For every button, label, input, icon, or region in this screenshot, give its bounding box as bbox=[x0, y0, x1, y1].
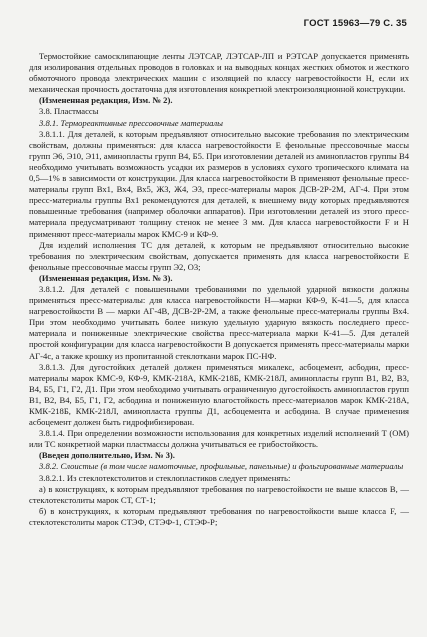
paragraph: (Измененная редакция, Изм. № 2). bbox=[39, 95, 173, 106]
paragraph: Термостойкие самосклипающие ленты ЛЭТСАР, ЛЭТСАР-ЛП и РЭТСАР допускается применять для изолирования отдельных проводов в головках и на выводных концах жестких обмоток и жесткого обмоточного провода электрических машин с изоляцией по классу нагревостойкости Н, если их механическая прочность достаточна для изготовления конкретной электроизоляционной конструкции. bbox=[29, 51, 409, 95]
document-body bbox=[29, 51, 409, 528]
page-header: ГОСТ 15963—79 С. 35 bbox=[303, 18, 407, 29]
paragraph: (Введен дополнительно, Изм. № 3). bbox=[39, 450, 175, 461]
paragraph: 3.8.1.2. Для деталей с повышенными требованиями по удельной ударной вязкости должны применяться пресс-материалы: для класса нагревостойкости Н—марки КФ-9, К-41—5, для класса нагревостойкости В — марки АГ-4В, ДСВ-2Р-2М, а также фенольные пресс-материалы группы Вх4. При этом необходимо учитывать более низкую удельную ударную вязкость последнего пресс-материала и пониженные электрические свойства пресс-материала марки К-41—5. Для деталей простой конфигурации для класса нагревостойкости В допускается применять пресс-материалы марки АГ-4с, а также крошку из пропитанной стеклоткани марок ПС-НФ. bbox=[29, 283, 409, 361]
paragraph: 3.8.1.4. При определении возможности использования для конкретных изделий исполнений Т (ОМ) или ТС конкретной марки пластмассы должна учитываться ее грибостойкость. bbox=[29, 428, 409, 450]
paragraph: 3.8.1. Термореактивные прессовочные материалы bbox=[39, 117, 224, 128]
paragraph: 3.8.2.1. Из стеклотекстолитов и стеклопластиков следует применять: bbox=[39, 472, 291, 483]
paragraph: Для изделий исполнения ТС для деталей, к которым не предъявляют относительно высокие требования по электрическим свойствам, допускается применять для класса нагревостойкости Е фенольные прессовочные массы групп Э2, О3; bbox=[29, 239, 409, 272]
paragraph: б) в конструкциях, к которым предъявляют требования по нагревостойкости выше класса F, — стеклотекстолиты марок СТЭФ, СТЭФ-1, СТЭФ-Р; bbox=[29, 505, 409, 527]
paragraph: 3.8.1.1. Для деталей, к которым предъявляют относительно высокие требования по электрическим свойствам, должны применяться: для класса нагревостойкости Е фенольные прессовочные массы групп Э6, Э10, Э11, аминопласты групп В4, Б5. При изготовлении деталей из аминопластов группы В4 необходимо учитывать возможность усадки их размеров в условиях сухого тропического климата на 0,5—1% в зависимости от конструкции. Для класса нагревостойкости В применяют фенольные пресс-материалы групп Вх1, Вх4, Вх5, Ж3, Ж4, Э3, пресс-материалы марок ДСВ-2Р-2М, АГ-4. При этом пресс-материалы группы Вх1 рекомендуются для деталей, к внешнему виду которых предъявляются повышенные требования (например оболочки аппаратов). При изготовлении деталей из этого пресс-материала предусматривают толщину стенок не менее 3 мм. Для класса нагревостойкости F и Н применяют пресс-материалы марок КМС-9 и КФ-9. bbox=[29, 128, 409, 239]
paragraph: 3.8. Пластмассы bbox=[39, 106, 99, 117]
paragraph: 3.8.1.3. Для дугостойких деталей должен применяться микалекс, асбоцемент, асбодин, пресс-материалы марок КМС-9, КФ-9, КМК-218А, КМК-218Б, КМК-218Л, аминопласты групп В1, В2, В3, В4, Б5, Г1, Г2, Д1. При этом необходимо учитывать ограниченную дугостойкость аминопластов групп В1, В2, В4, Б5, Г1, Г2, асбодина и пониженную влагостойкость пресс-материалов марок КМК-218А, КМК-218Б, КМК-218Л, аминопласта группы Д1, асбоцемента и асбодина. В случае применения асбоцемент должен быть гидрофибизирован. bbox=[29, 361, 409, 428]
paragraph: а) в конструкциях, к которым предъявляют требования по нагревостойкости не выше классов В, — стеклотекстолиты марок СТ, СТ-1; bbox=[29, 483, 409, 505]
paragraph: (Измененная редакция, Изм. № 3). bbox=[39, 272, 173, 283]
paragraph: 3.8.2. Слоистые (в том числе намоточные, профильные, панельные) и фольгированные материалы bbox=[39, 461, 404, 472]
